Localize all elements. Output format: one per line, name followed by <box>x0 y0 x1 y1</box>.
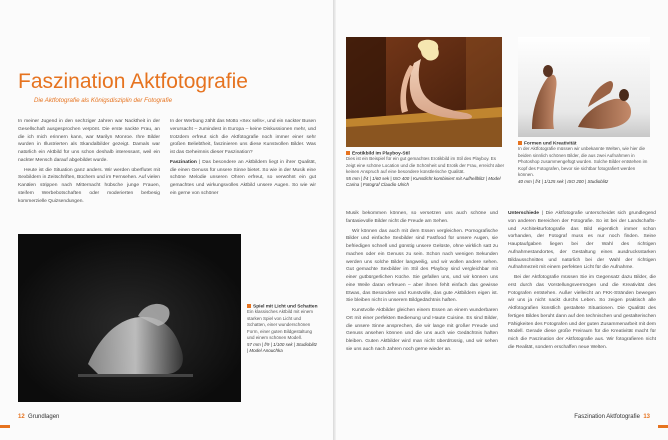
paragraph: | Die Aktfotografie unterscheidet sich grundlegend von anderen Bereichen der Fotografie. So ist bei der Landschafts- und Architekturfotografie das Bild eigentlich immer schon vorhanden, der Fotograf muss es nur noch finden. Seine Hauptaufgaben liegen bei der Wahl des richtigen Aufnahmestandortes, der Gestaltung eines ausdrucksstarken Bildausschnittes und natürlich bei der Wahl der richtigen Aufnahmezeit mit einem perfekten Licht für die Aufnahme. <box>508 211 656 271</box>
section-label: Grundlagen <box>28 414 60 420</box>
subheading-faszination: Faszination <box>170 159 197 165</box>
photo-figure <box>18 234 241 402</box>
caption-title: Erotikbild im Playboy-Stil <box>352 151 410 157</box>
left-column-1 <box>18 118 160 205</box>
right-column-1 <box>346 210 498 354</box>
caption-marker <box>247 304 251 308</box>
caption-exif: 55 mm | f/4 | 1/60 sek | ISO 400 | Kunstlicht kombiniert mit Aufhellblitz | Model Carina | Fotograf Claudio Ulrich <box>346 175 501 188</box>
left-footer <box>18 414 59 420</box>
caption-exif: 57 mm | f/9 | 1/100 sek | Studioblitz | Model Anouchka <box>247 341 318 354</box>
caption-forms <box>518 141 652 185</box>
right-page <box>336 0 668 440</box>
caption-text: Dies ist ein Beispiel für ein gut gemachtes Erotikbild im Stil des Playboy. Es zeigt eine schöne Location und die Schönheit und Erotik der Frau, erreicht aber keinen Anspruch auf eine besondere künstlerische Qualität. <box>346 156 505 175</box>
caption-marker <box>518 141 522 145</box>
photo-playboy-style <box>346 37 502 147</box>
chapter-subtitle: Die Aktfotografie als Königsdisziplin der Fotografie <box>34 97 173 104</box>
caption-text: Ein klassisches Aktbild mit einem starken Spiel von Licht und Schatten, einer wunderschönen Form, einer guten Bildgestaltung und einem schönen Modell. <box>247 309 314 341</box>
caption-text: In der Aktfotografie müssen wir unbekannte Welten, wie hier die beiden sinnlich schönen Bilder, die aus zwei Aufnahmen in Photoshop zusammengefügt wurden. Solche Bilder entstehen im Kopf des Fotografen, bevor sie sichtbar fotografiert werden können. <box>518 146 648 178</box>
caption-playboy <box>346 151 506 189</box>
page-number: 12 <box>18 414 25 420</box>
paragraph: Musik bekommen können, so versetzen uns auch schöne und fantasievolle Bilder nicht die Freude am Sehen. <box>346 211 498 224</box>
paragraph: In meiner Jugend in den sechziger Jahren war Nacktheit in der Gesellschaft ausgesprochen verpönt. Die erste nackte Frau, an die ich mich erinnern kann, war Marilyn Monroe. Ihre Bilder wurden in Illustrierten als Skandalbilder gezeigt. Damals war natürlich ein Aktbild für uns schon deshalb interessant, weil ein nackter Mensch darauf abgebildet wurde. <box>18 119 160 163</box>
paragraph: | Das besondere an Aktbildern liegt in ihrer Qualität, die einen Genuss für unsere Sinne bietet. So wie in der Musik eine schöne Melodie unseren Ohren erfreut, so verwöhnt ein gut gemachtes und wirkungsvolles Aktbild unsere Augen. So wie wir ein gerne von schöner <box>170 159 316 196</box>
footer-accent-bar <box>658 425 668 428</box>
left-photo-caption <box>247 304 319 355</box>
paragraph: Wir können das auch mit dem Essen vergleichen. Pornografische Bilder und einfache Sexbilder sind Fastfood für unsere Augen, sie befriedigen schnell und günstig unsere Gelüste, ohne wirklich satt zu machen oder ein Genuss zu sein. Schon nach wenigen Sekunden werden uns solche Bilder langweilig, und wir wollen andere sehen. Gut gemachte Sexbilder im Stil des Playboy sind vergleichbar mit einer gutbürgerlichen Küche. Sie gefallen uns, und wir können uns eine Weile daran erfreuen – aber ihnen fehlt einfach das gewisse Etwas, das Besondere und Kunstvolle, das gute Aktbildern eigen ist. Sie bleiben nicht in unserem Bildgedächtnis haften. <box>346 228 498 304</box>
paragraph: In der Werbung zählt das Motto »Sex sells«, und ein nackter Busen verursacht – zumindest in Europa – keine Diskussionen mehr, und trotzdem erfreut sich die Aktfotografie noch immer einer sehr großen Beliebtheit, faszinieren uns diese Kunstvollen Bilder. Was ist das Geheimnis dieser Faszination? <box>170 119 316 155</box>
chapter-title: Faszination Aktfotografie <box>18 70 248 93</box>
left-column-2 <box>170 118 316 198</box>
photo-figure <box>346 37 502 147</box>
footer-accent-bar <box>0 425 10 428</box>
paragraph: Bei der Aktfotografie müssen Sie im Gegensatz dazu Bilder, die erst durch das Vorstellungsvermögen und die Kreativität des Fotografen entstehen. Außer vielleicht an FKK-Stränden bewegen wir uns ja nicht nackt durchs Leben. So zeigen praktisch alle Aktfotografien künstlich gestaltete Situationen. Die Qualität des fertigen Bildes beruht dann auf den technischen und gestalterischen Fähigkeiten des Fotografen und der guten Zusammenarbeit mit dem Modell. Gerade diese große Freiraum für die Kreativität macht für mich die Faszination der Aktfotografie aus. Wir fotografieren nicht die Realität, sondern erschaffen neue Welten. <box>508 275 656 350</box>
section-label: Faszination Aktfotografie <box>574 414 640 420</box>
right-column-2 <box>508 210 656 352</box>
page-number: 13 <box>643 414 650 420</box>
photo-figure <box>518 37 650 137</box>
photo-forms-creativity <box>518 37 650 137</box>
right-footer <box>574 414 650 420</box>
caption-marker <box>346 151 350 155</box>
paragraph: Heute ist die Situation ganz anders. Wir werden überflutet mit Sexbildern in Zeitschriften, Büchern und im Fernsehen. Auf vielen Kanälen strippen nach Mitternacht hübsche junge Frauen, steifem Werbebotschaften oder moderierten berbesig kommerzielle Quizsendungen. <box>18 167 160 204</box>
photo-light-shadow <box>18 234 241 402</box>
subheading-unterschiede: Unterschiede <box>508 211 539 216</box>
paragraph: Kunstvolle Aktbilder gleichen einem Essen an einem wunderbaren Ort mit einer perfekten Bedienung und Haute Cuisine. Es sind Bilder, die unsere Sinne ansprechen, die wir lange mit großer Freude und Genuss ansehen können und die uns auch wie Gedächtnis haften bleiben. Guten Aktbilder wird man nicht überdrüssig, und wir sehen sie uns auch nach Jahren noch gerne wieder an. <box>346 308 498 352</box>
caption-exif: 40 mm | f/4 | 1/125 sek | ISO 200 | Studioblitz <box>518 178 609 184</box>
caption-title: Formen und Kreativität <box>524 141 577 147</box>
caption-title: Spiel mit Licht und Schatten <box>253 304 318 310</box>
left-page <box>0 0 333 440</box>
